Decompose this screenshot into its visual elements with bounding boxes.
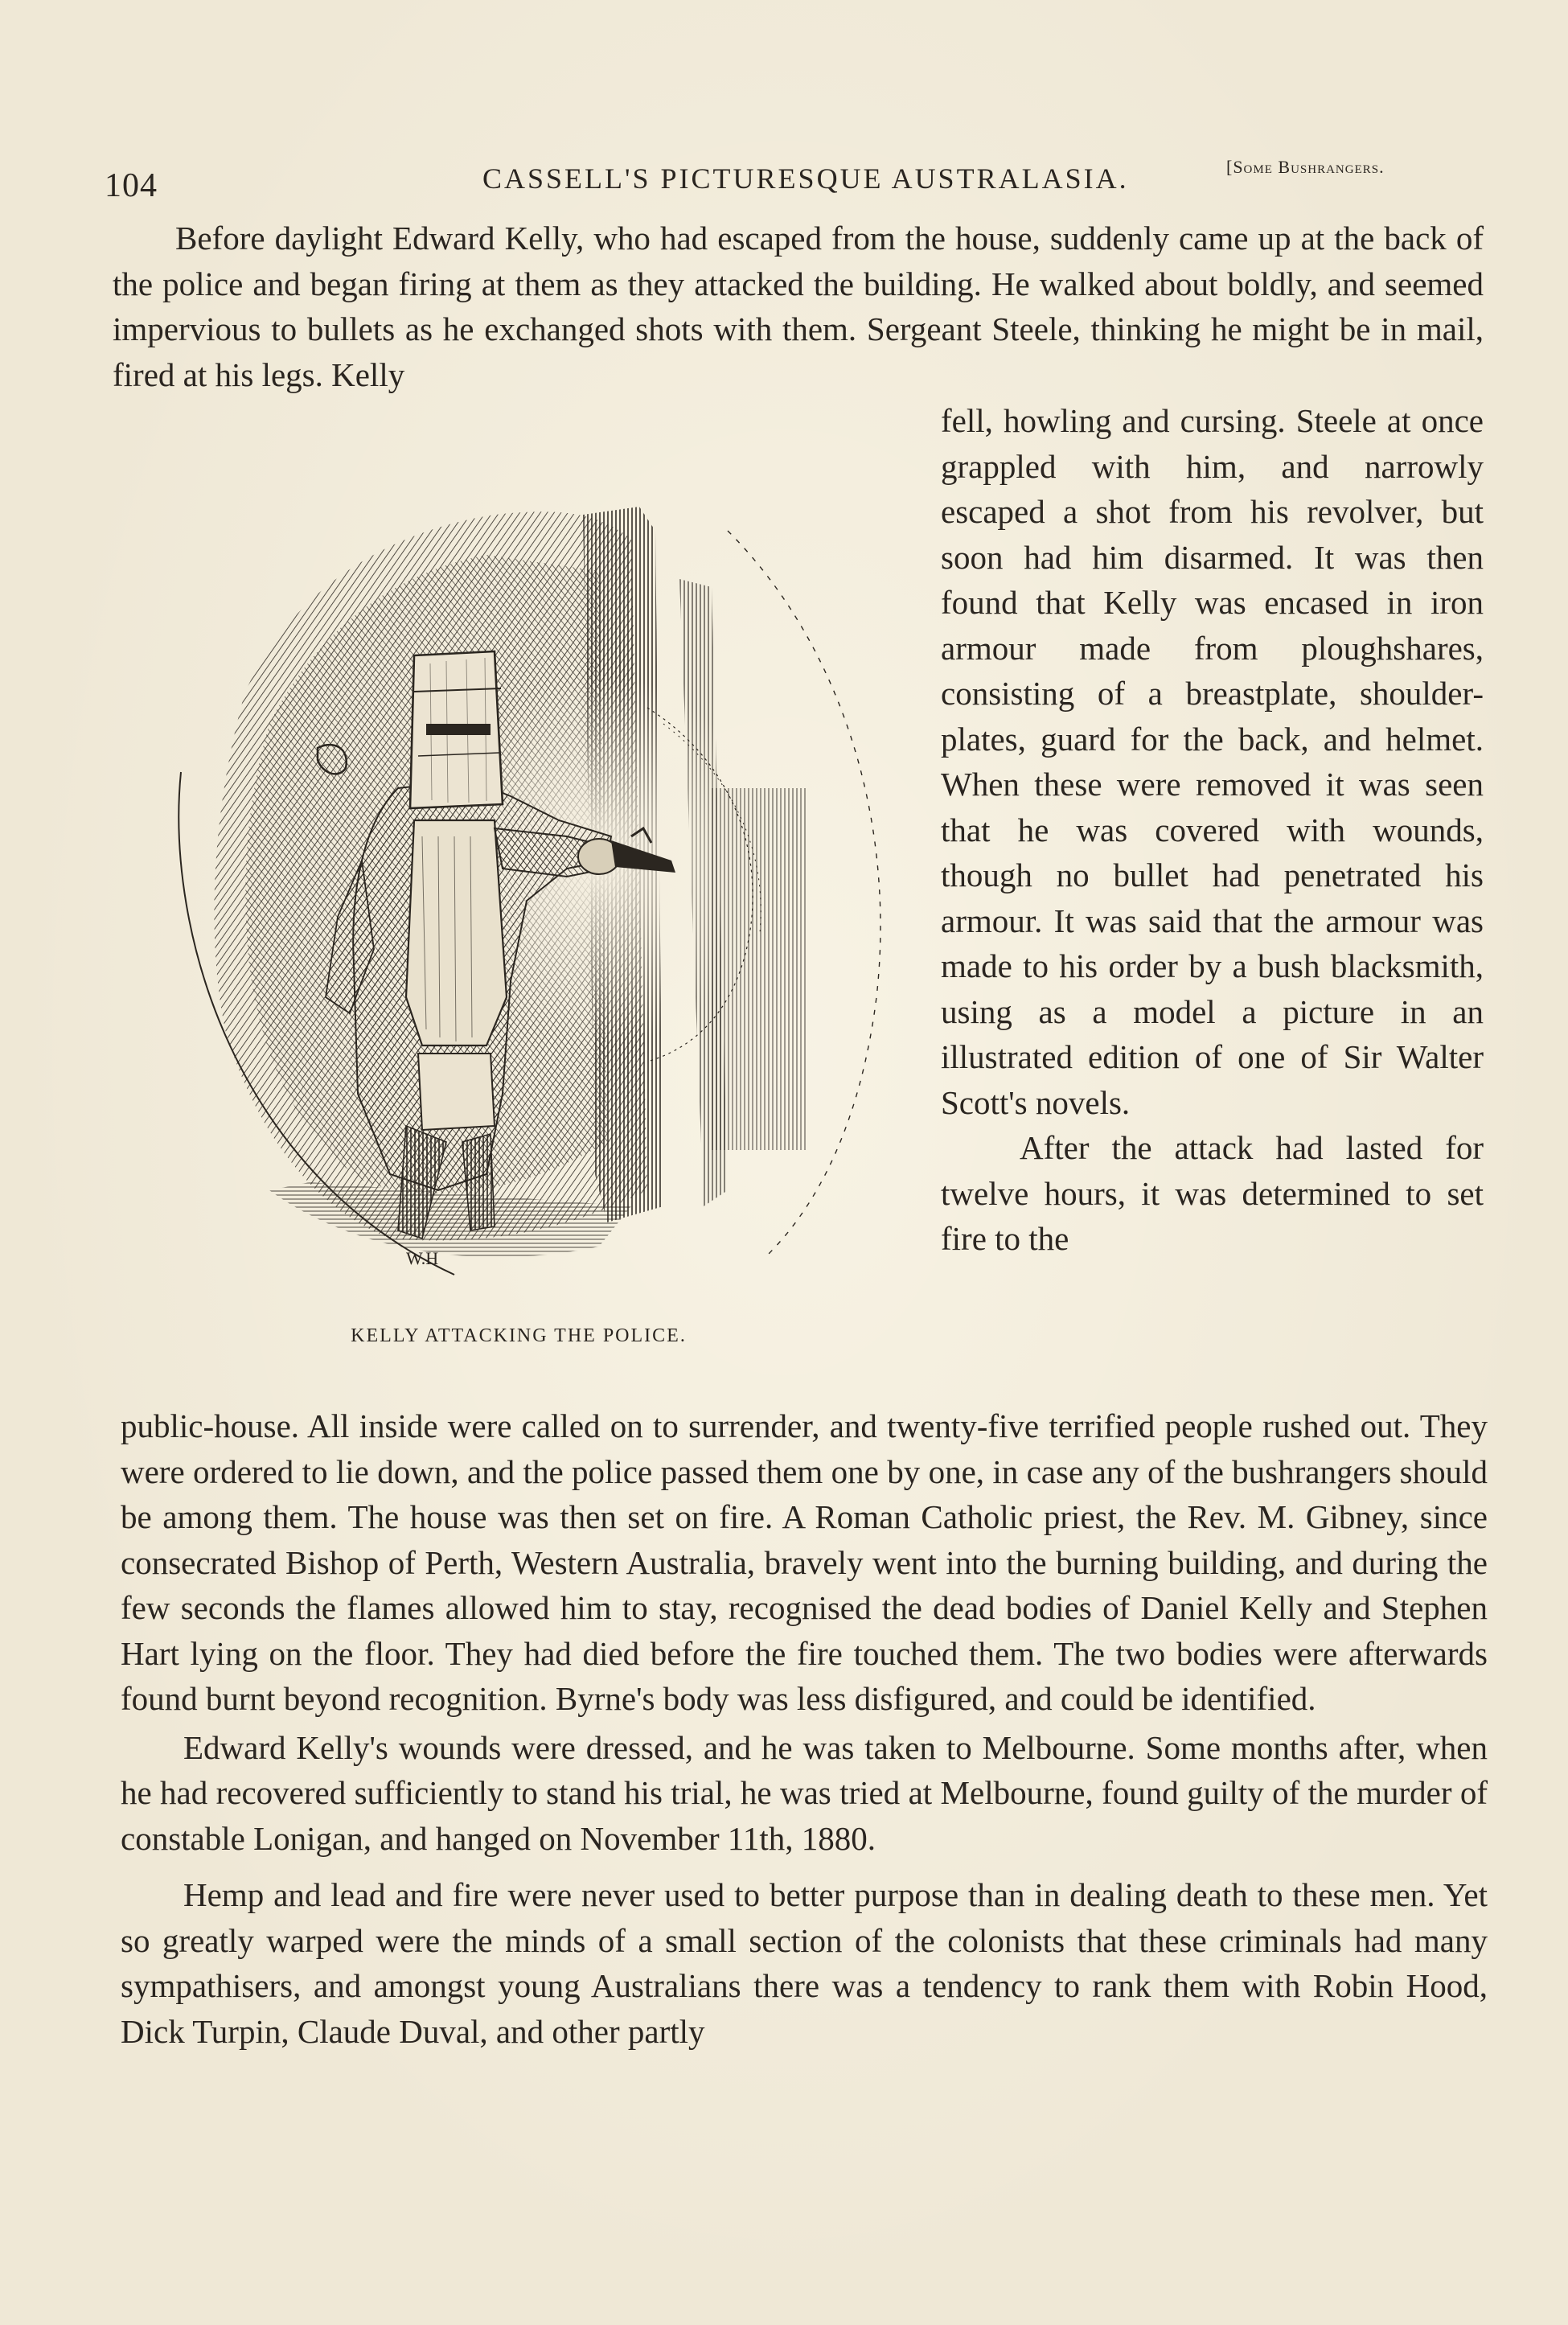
running-head xyxy=(105,157,1488,205)
top-text-block xyxy=(113,216,1484,397)
kelly-engraving-illustration xyxy=(149,483,889,1295)
side-text-column xyxy=(941,398,1484,1262)
page-number: 104 xyxy=(105,167,158,204)
paragraph-public-house-fire: public-house. All inside were called on to surrender, and twenty-five terrified people rushed out. They were ordered to lie down, and the police passed them one by one, in case any of the bushrangers should be among them. The house was then set on fire. A Roman Catholic priest, the Rev. M. Gibney, since consecrated Bishop of Perth, Western Australia, bravely went into the burning building, and during the few seconds the flames allowed him to stay, recognised the dead bodies of Daniel Kelly and Stephen Hart lying on the floor. They had died before the fire touched them. The two bodies were afterwards found burnt beyond recognition. Byrne's body was less disfigured, and could be identified. xyxy=(121,1407,1488,1717)
paragraph-kelly-armour: fell, howling and cursing. Steele at once grappled with him, and narrowly escaped a shot from his revolver, but soon had him disarmed. It was then found that Kelly was encased in iron armour made from ploughshares, consisting of a breastplate, shoulder-plates, guard for the back, and helmet. When these were removed it was seen that he was covered with wounds, though no bullet had penetrated his armour. It was said that the armour was made to his order by a bush blacksmith, using as a model a picture in an illustrated edition of one of Sir Walter Scott's novels. xyxy=(941,402,1484,1121)
running-section-label: [Some Bushrangers. xyxy=(1226,157,1385,177)
artist-monogram: W.H xyxy=(406,1248,439,1268)
paragraph-daylight-attack: Before daylight Edward Kelly, who had escaped from the house, suddenly came up at the back of the police and began firing at them as they attacked the building. He walked about boldly, and seemed impervious to bullets as he exchanged shots with them. Sergeant Steele, thinking he might be in mail, fired at his legs. Kelly xyxy=(113,220,1484,393)
running-title: CASSELL'S PICTURESQUE AUSTRALASIA. xyxy=(482,162,1129,195)
paragraph-kelly-trial: Edward Kelly's wounds were dressed, and he was taken to Melbourne. Some months after, when he had recovered sufficiently to stand his trial, he was tried at Melbourne, found guilty of the murder of constable Lonigan, and hanged on November 11th, 1880. xyxy=(121,1728,1488,1857)
figure-caption: KELLY ATTACKING THE POLICE. xyxy=(351,1325,687,1346)
paragraph-sympathisers: Hemp and lead and fire were never used to better purpose than in dealing death to these men. Yet so greatly warped were the minds of a small section of the colonists that these criminals had many sympathisers, and amongst young Australians there was a tendency to rank them with Robin Hood, Dick Turpin, Claude Duval, and other partly xyxy=(121,1876,1488,2050)
bottom-text-block xyxy=(121,1403,1488,2054)
paragraph-attack-lasted: After the attack had lasted for twelve hours, it was determined to set fire to the xyxy=(941,1129,1484,1257)
running-section xyxy=(1226,157,1385,178)
